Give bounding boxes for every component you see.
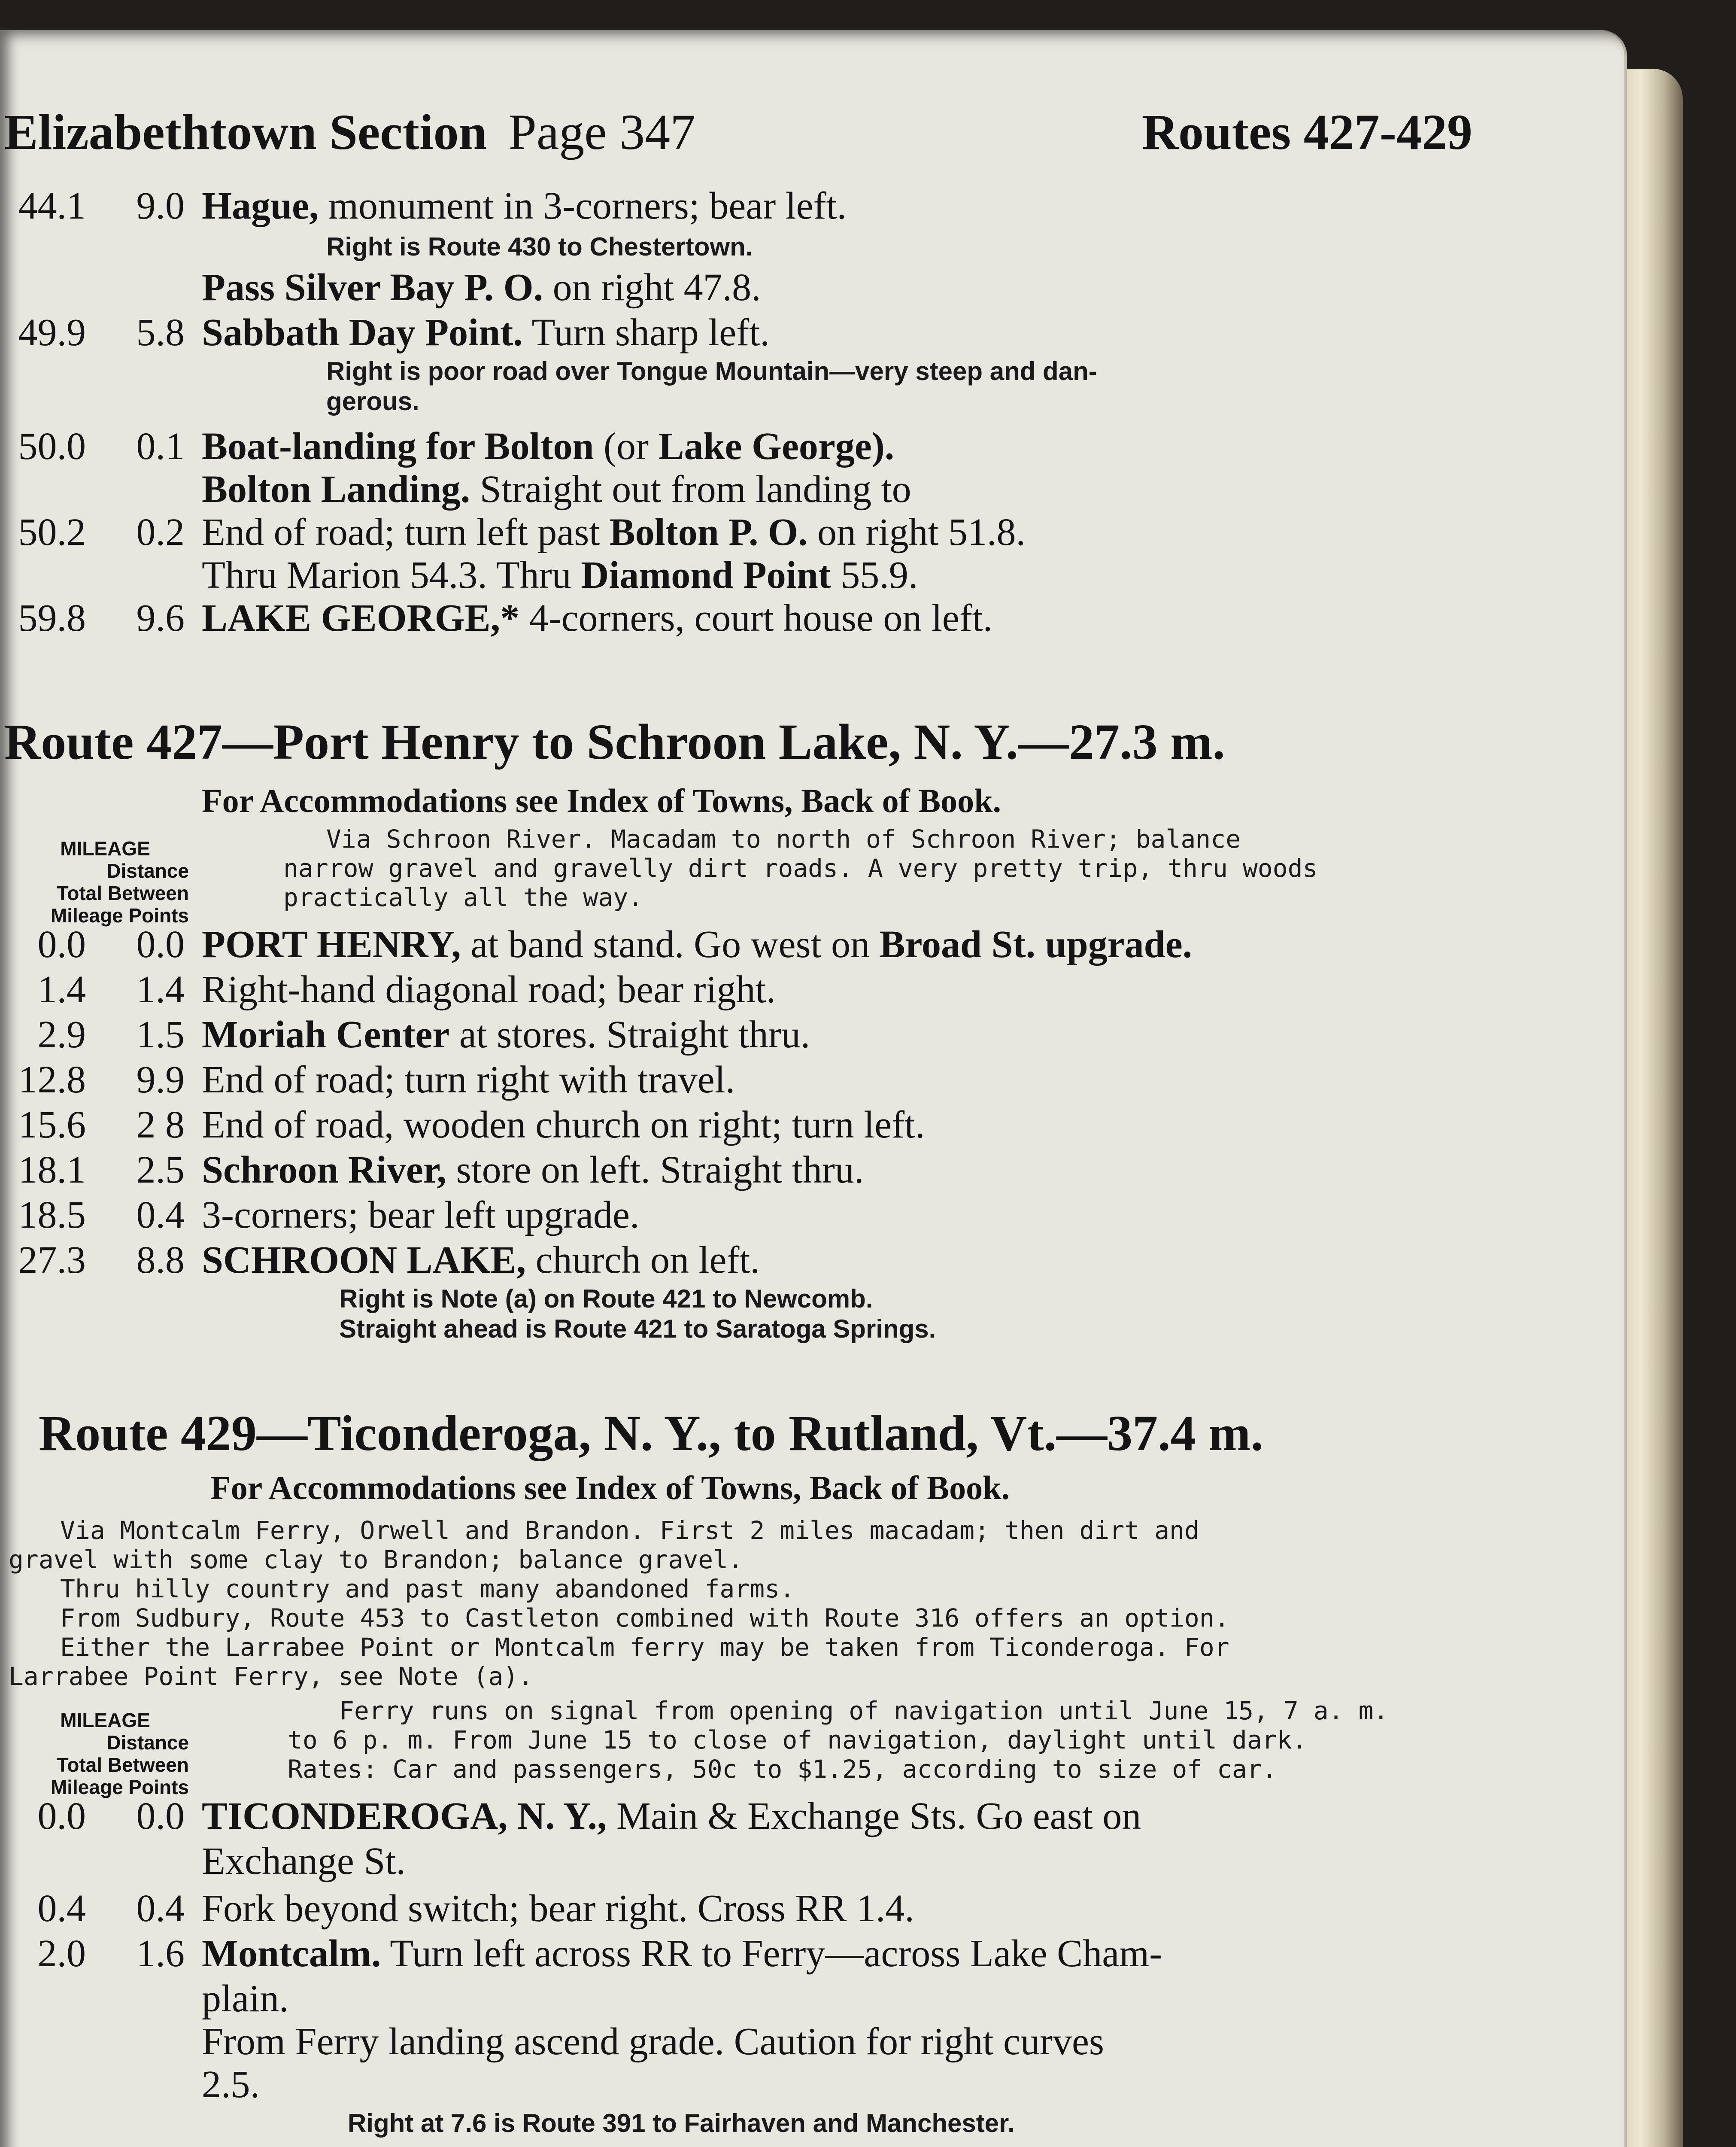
accommodations-note: For Accommodations see Index of Towns, Back of Book. [210,1469,1010,1506]
direction-detail: at stores. Straight thru. [449,1013,810,1056]
place-name: Bolton Landing. [202,468,470,511]
distance: 0.2 [136,511,185,553]
ferry-info-line: to 6 p. m. From June 15 to close of navigation, daylight until dark. [288,1725,1307,1755]
direction-detail: End of road; turn left past [202,511,610,553]
place-name: Montcalm. [202,1932,381,1975]
distance-label: Distance [106,860,189,882]
mileage-column-header [4,1709,206,1798]
header-left [4,103,695,161]
place-name: Pass Silver Bay P. O. [202,266,543,309]
direction-detail: (or [594,425,659,468]
accommodations-note: For Accommodations see Index of Towns, Back of Book. [202,782,1002,819]
place-name: LAKE GEORGE,* [202,597,520,639]
direction-detail: on right 47.8. [543,266,761,309]
distance: 1.5 [136,1013,185,1056]
direction-text [202,1795,1524,1838]
total-mileage: 15.6 [18,1104,86,1146]
route-note: Straight ahead is Route 421 to Saratoga Springs. [339,1314,936,1343]
distance: 8.8 [136,1239,185,1281]
total-mileage: 12.8 [18,1058,86,1101]
distance: 0.1 [136,425,185,468]
direction-text [202,968,1524,1011]
place-name: TICONDEROGA, N. Y., [202,1795,607,1837]
route-note: gerous. [326,387,419,416]
direction-detail: on right 51.8. [807,511,1026,553]
total-mileage: 50.2 [18,511,86,553]
section-title: Elizabethtown Section [4,104,487,160]
direction-detail: Straight out from landing to [470,468,911,511]
mileage-points-label: Mileage Points [50,904,189,927]
distance: 0.0 [136,1795,185,1837]
direction-text [202,311,1524,354]
route-description-line: narrow gravel and gravelly dirt roads. A very pretty trip, thru woods [283,854,1318,883]
direction-detail: End of road, wooden church on right; turn left. [202,1104,925,1146]
distance: 1.6 [136,1932,185,1975]
distance: 5.8 [136,311,185,354]
direction-detail: church on left. [526,1239,760,1281]
direction-detail: at band stand. Go west on [461,923,880,966]
route-description-line: Larrabee Point Ferry, see Note (a). [9,1662,534,1691]
total-mileage: 49.9 [18,311,86,354]
direction-text [202,923,1524,966]
ferry-info-line: Rates: Car and passengers, 50c to $1.25, according to size of car. [288,1755,1277,1784]
route-description-line: gravel with some clay to Brandon; balance gravel. [9,1545,744,1574]
direction-text [202,1239,1524,1282]
total-mileage: 44.1 [18,185,86,227]
route-description-line: Thru hilly country and past many abandoned farms. [60,1574,795,1603]
total-mileage: 0.0 [37,1795,86,1837]
place-name: Bolton P. O. [609,511,808,553]
direction-text [202,511,1524,554]
total-mileage: 50.0 [18,425,86,468]
distance: 9.0 [136,185,185,227]
total-mileage: 0.0 [37,923,86,966]
route-note: Right is poor road over Tongue Mountain—very steep and dan- [326,357,1097,386]
mileage-column-header [4,837,206,927]
distance: 0.0 [136,923,185,966]
direction-detail: store on left. Straight thru. [446,1149,864,1191]
total-mileage: 27.3 [18,1239,86,1281]
distance: 2 8 [136,1104,185,1146]
total-mileage: 2.9 [37,1013,86,1056]
route-description-line: From Sudbury, Route 453 to Castleton combined with Route 316 offers an option. [60,1603,1229,1633]
total-mileage: 2.0 [37,1932,86,1975]
route-427-title: Route 427—Port Henry to Schroon Lake, N. Y.—27.3 m. [4,714,1225,770]
place-name: Sabbath Day Point. [202,311,523,354]
direction-detail: 55.9. [831,554,918,596]
distance: 0.4 [136,1194,185,1236]
total-mileage: 0.4 [37,1887,86,1930]
distance: 9.6 [136,597,185,639]
distance-label: Distance [106,1731,189,1754]
direction-text [202,1149,1524,1192]
total-mileage: 59.8 [18,597,86,639]
direction-detail: monument in 3-corners; bear left. [319,185,847,227]
place-name: Schroon River, [202,1149,447,1191]
direction-text [202,597,1524,640]
direction-detail: Fork beyond switch; bear right. Cross RR 1.4. [202,1887,914,1930]
total-mileage: 18.1 [18,1149,86,1191]
continuation-line: From Ferry landing ascend grade. Caution for right curves [202,2020,1104,2063]
book-page-edge [1618,69,1683,2147]
direction-detail: 4-corners, court house on left. [519,597,993,639]
route-description-line: Via Schroon River. Macadam to north of Schroon River; balance [326,824,1241,854]
direction-text [202,185,1524,228]
direction-detail: Turn left across RR to Ferry—across Lake Cham- [381,1932,1162,1975]
route-note: Right is Route 430 to Chestertown. [326,232,753,261]
continuation-line: 2.5. [202,2063,260,2106]
place-name: Boat-landing for Bolton [202,425,594,468]
continuation-line [202,266,1524,309]
route-description-line: Either the Larrabee Point or Montcalm ferry may be taken from Ticonderoga. For [60,1633,1229,1662]
place-name: Moriah Center [202,1013,450,1056]
total-mileage: 1.4 [37,968,86,1011]
place-name: PORT HENRY, [202,923,461,966]
route-note: Right is Note (a) on Route 421 to Newcomb. [339,1284,873,1313]
route-description-line: practically all the way. [283,883,643,912]
place-name: Broad St. upgrade. [879,923,1193,966]
direction-text [202,1887,1524,1930]
direction-detail: Right-hand diagonal road; bear right. [202,968,776,1011]
direction-text [202,1194,1524,1237]
continuation-line: plain. [202,1977,289,2020]
place-name: Diamond Point [581,554,831,596]
distance: 0.4 [136,1887,185,1930]
direction-detail: End of road; turn right with travel. [202,1058,735,1101]
direction-text [202,1104,1524,1146]
continuation-line [202,554,1524,597]
page-number: Page 347 [508,104,696,160]
running-header [4,103,1472,172]
route-429-title: Route 429—Ticonderoga, N. Y., to Rutland, Vt.—37.4 m. [39,1405,1263,1461]
mileage-label: MILEAGE [60,837,150,860]
place-name: Hague, [202,185,319,227]
direction-text [202,1058,1524,1101]
mileage-points-label: Mileage Points [50,1776,189,1798]
distance: 2.5 [136,1149,185,1191]
distance: 9.9 [136,1058,185,1101]
direction-detail: 3-corners; bear left upgrade. [202,1194,640,1236]
ferry-info-line: Ferry runs on signal from opening of navigation until June 15, 7 a. m. [339,1696,1389,1725]
direction-detail: Thru Marion 54.3. Thru [202,554,581,596]
direction-detail: Turn sharp left. [522,311,770,354]
direction-detail: Main & Exchange Sts. Go east on [607,1795,1141,1837]
place-name: Lake George). [658,425,895,468]
distance: 1.4 [136,968,185,1011]
direction-text [202,425,1524,468]
total-between-label: Total Between [56,1754,189,1776]
continuation-line [202,468,1524,511]
direction-text [202,1013,1524,1056]
continuation-line: Exchange St. [202,1840,406,1882]
routes-range: Routes 427-429 [1141,104,1472,160]
route-description-line: Via Montcalm Ferry, Orwell and Brandon. First 2 miles macadam; then dirt and [60,1516,1199,1545]
route-note: Right at 7.6 is Route 391 to Fairhaven and Manchester. [348,2109,1015,2138]
total-between-label: Total Between [56,882,189,904]
direction-text [202,1932,1524,1975]
total-mileage: 18.5 [18,1194,86,1236]
place-name: SCHROON LAKE, [202,1239,526,1281]
mileage-label: MILEAGE [60,1709,150,1731]
